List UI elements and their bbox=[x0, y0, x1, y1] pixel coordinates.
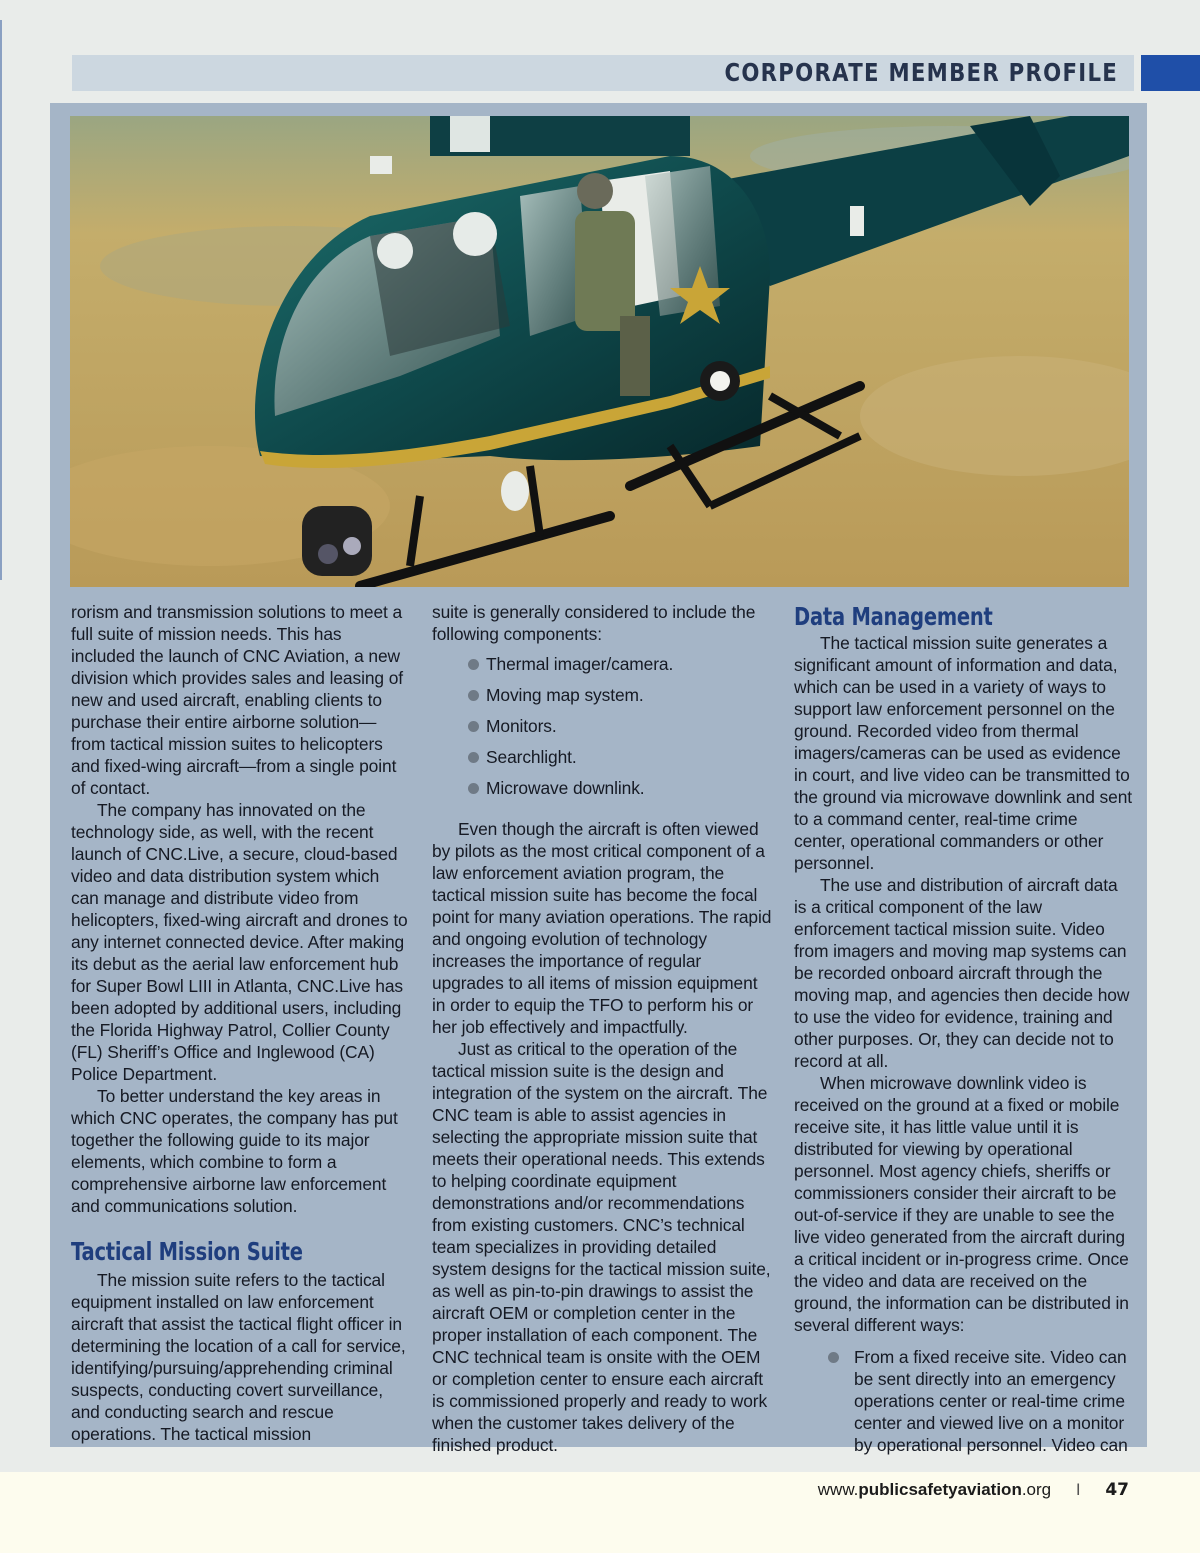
left-edge-rule bbox=[0, 20, 2, 580]
bullet-icon bbox=[468, 721, 479, 732]
page-number: 47 bbox=[1105, 1480, 1129, 1500]
page-top-margin bbox=[0, 0, 1200, 56]
bullet-icon bbox=[468, 659, 479, 670]
paragraph: Just as critical to the operation of the tactical mission suite is the design and integration of the system on the aircraft. The CNC team is able to assist agencies in selecting the appropriate mission suite that meets their operational needs. This extends to helping coordinate equipment demonstrations and/or recommendations from existing customers. CNC’s technical team specializes in providing detailed system designs for the tactical mission suite, as well as pin-to-pin drawings to assist the aircraft OEM or completion center in the proper installation of each component. The CNC technical team is onsite with the OEM or completion center to ensure each aircraft is commissioned properly and ready to work when the customer takes delivery of the finished product. bbox=[432, 1039, 771, 1455]
bullet-icon bbox=[468, 690, 479, 701]
article-column-1 bbox=[71, 601, 409, 1445]
paragraph: suite is generally considered to include the following components: bbox=[432, 602, 756, 644]
paragraph: rorism and transmission solutions to meet a full suite of mission needs. This has included the launch of CNC Aviation, a new division which provides sales and leasing of new and used aircraft, enabling clients to purchase their entire airborne solution—from tactical mission suites to helicopters and fixed-wing aircraft—from a single point of contact. bbox=[71, 602, 404, 798]
paragraph: Even though the aircraft is often viewed by pilots as the most critical component of a law enforcement aviation program, the tactical mission suite has become the focal point for many aviation operations. The rapid and ongoing evolution of technology increases the importance of regular upgrades to all items of mission equipment in order to equip the TFO to perform his or her job effectively and impactfully. bbox=[432, 819, 772, 1037]
article-column-2 bbox=[432, 601, 772, 1456]
article-column-3 bbox=[794, 602, 1132, 1456]
list-item: Moving map system. bbox=[468, 684, 772, 706]
bullet-icon bbox=[828, 1352, 839, 1363]
footer-separator: I bbox=[1075, 1480, 1081, 1499]
page-footer bbox=[0, 1472, 1200, 1553]
list-item: Microwave downlink. bbox=[468, 777, 772, 799]
header-accent-block bbox=[1141, 55, 1200, 91]
paragraph: The company has innovated on the technology side, as well, with the recent launch of CNC.Live, a secure, cloud-based video and data distribution system which can manage and distribute video from helicopters, fixed-wing aircraft and drones to any internet connected device. After making its debut as the aerial law enforcement hub for Super Bowl LIII in Atlanta, CNC.Live has been adopted by additional users, including the Florida Highway Patrol, Collier County (FL) Sheriff’s Office and Inglewood (CA) Police Department. bbox=[71, 800, 408, 1084]
list-item: Searchlight. bbox=[468, 746, 772, 768]
bullet-icon bbox=[468, 752, 479, 763]
paragraph: The use and distribution of aircraft data is a critical component of the law enforcement tactical mission suite. Video from imagers and moving map systems can be recorded onboard aircraft through the moving map, and agencies then decide how to use the video for evidence, training and other purposes. Or, they can decide not to record at all. bbox=[794, 875, 1130, 1071]
footer-text bbox=[818, 1480, 1129, 1500]
list-item: From a fixed receive site. Video can be sent directly into an emergency operations center or real-time crime center and viewed live on a monitor by operational personnel. Video can bbox=[828, 1346, 1132, 1456]
list-item: Thermal imager/camera. bbox=[468, 653, 772, 675]
section-heading-data-management: Data Management bbox=[794, 602, 993, 631]
section-header-bar bbox=[72, 55, 1134, 91]
paragraph: The tactical mission suite generates a significant amount of information and data, which can be used in a variety of ways to support law enforcement personnel on the ground. Recorded video from thermal imagers/cameras can be used as evidence in court, and live video can be transmitted to the ground via microwave downlink and sent to a command center, real-time crime center, operational commanders or other personnel. bbox=[794, 633, 1133, 873]
components-list bbox=[468, 653, 772, 799]
list-item: Monitors. bbox=[468, 715, 772, 737]
bullet-icon bbox=[468, 783, 479, 794]
section-heading-tactical-mission-suite: Tactical Mission Suite bbox=[71, 1237, 303, 1266]
helicopter-photo bbox=[70, 116, 1129, 587]
section-header-title: CORPORATE MEMBER PROFILE bbox=[724, 58, 1118, 87]
paragraph: The mission suite refers to the tactical equipment installed on law enforcement aircraft that assist the tactical flight officer in determining the location of a call for service, identifying/pursuing/apprehending criminal suspects, conducting covert surveillance, and conducting search and rescue operations. The tactical mission bbox=[71, 1270, 406, 1444]
distribution-list bbox=[828, 1346, 1132, 1456]
helicopter-illustration bbox=[70, 116, 1129, 587]
paragraph: When microwave downlink video is received on the ground at a fixed or mobile receive site, it has little value until it is distributed for viewing by operational personnel. Most agency chiefs, sheriffs or commissioners consider their aircraft to be out-of-service if they are unable to see the live video generated from the aircraft during a critical incident or in-progress crime. Once the video and data are received on the ground, the information can be distributed in several different ways: bbox=[794, 1073, 1129, 1335]
paragraph: To better understand the key areas in which CNC operates, the company has put together the following guide to its major elements, which combine to form a comprehensive airborne law enforcement and communications solution. bbox=[71, 1086, 398, 1216]
footer-url[interactable]: www.publicsafetyaviation.org bbox=[817, 1480, 1052, 1499]
